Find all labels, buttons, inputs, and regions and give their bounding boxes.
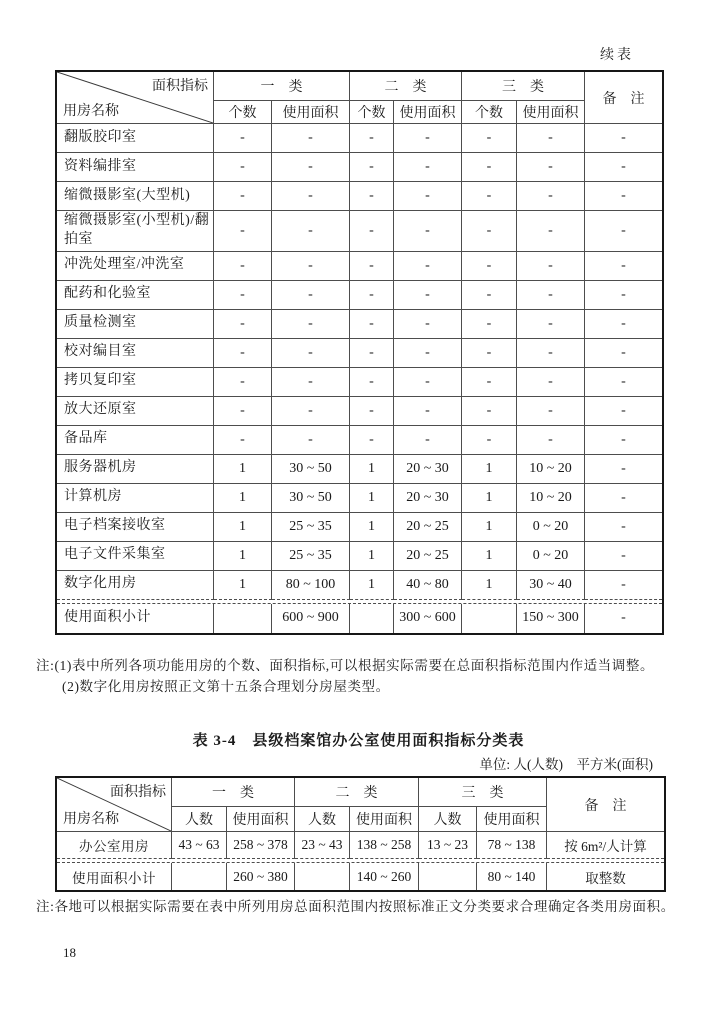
row-label: 备品库 [57,426,214,455]
table-cell: - [350,368,394,397]
table-cell: - [350,124,394,153]
table-cell: - [585,252,662,281]
table-cell: 1 [214,455,272,484]
table-cell: - [394,397,462,426]
row-label: 办公室用房 [57,832,172,859]
table1-notes [36,655,690,697]
table-cell: - [350,153,394,182]
row-label: 电子文件采集室 [57,542,214,571]
table-cell: 1 [462,571,517,600]
table-cell: 40 ~ 80 [394,571,462,600]
table-row [57,281,662,310]
header-room-name-label: 用房名称 [63,104,119,119]
table-cell: - [272,281,350,310]
table-row [57,182,662,211]
table-cell: - [517,426,585,455]
table-cell: 1 [214,571,272,600]
table-cell: - [214,153,272,182]
table-cell: - [272,397,350,426]
table-cell: - [272,310,350,339]
class-3-header: 三 类 [419,778,547,807]
table-cell: - [462,310,517,339]
row-label: 使用面积小计 [57,604,214,633]
diagonal-header-cell [57,72,214,124]
table-cell: 20 ~ 25 [394,542,462,571]
table-cell: 1 [350,484,394,513]
table-cell: - [394,281,462,310]
table-row [57,252,662,281]
table-cell: 0 ~ 20 [517,513,585,542]
table-cell: 300 ~ 600 [394,604,462,633]
table-cell: - [517,252,585,281]
table-row [57,484,662,513]
table-cell: 30 ~ 40 [517,571,585,600]
table-cell: - [394,426,462,455]
table-cell [462,604,517,633]
header-area-indicator-label: 面积指标 [110,785,166,800]
page-number: 18 [63,945,76,960]
subtotal-row [57,604,662,633]
row-label: 资料编排室 [57,153,214,182]
table-cell: - [394,310,462,339]
subtotal-row [57,863,664,890]
table-cell [295,863,350,890]
header-area-indicator-label: 面积指标 [152,79,208,94]
table-cell: - [394,211,462,252]
remark-header: 备 注 [585,72,662,124]
table-cell: - [585,182,662,211]
table-cell: - [585,455,662,484]
people-subheader: 人数 [419,807,477,832]
table-cell: 取整数 [585,870,626,886]
area-subheader: 使用面积 [350,807,419,832]
office-area-indicator-table [55,776,666,892]
table-cell: - [462,182,517,211]
row-label: 数字化用房 [57,571,214,600]
class-2-header: 二 类 [350,72,462,101]
table-cell: - [272,124,350,153]
class-1-header: 一 类 [214,72,350,101]
table-cell: - [214,211,272,252]
class-3-header: 三 类 [462,72,585,101]
table-row [57,310,662,339]
table-cell: - [214,339,272,368]
table-cell: - [272,182,350,211]
table-cell: 10 ~ 20 [517,484,585,513]
table-cell: 10 ~ 20 [517,455,585,484]
table-cell: - [585,368,662,397]
table-row [57,455,662,484]
table-cell: 1 [350,571,394,600]
table-cell [419,863,477,890]
table-cell: - [585,310,662,339]
table-cell: - [272,368,350,397]
table-cell: - [585,211,662,252]
table-cell: 80 ~ 100 [272,571,350,600]
table-cell: 1 [214,542,272,571]
table-cell: - [272,252,350,281]
table-row [57,426,662,455]
table-cell: - [214,310,272,339]
table-cell: - [621,610,626,626]
row-label: 缩微摄影室(小型机)/翻拍室 [57,211,214,252]
table-cell: - [214,281,272,310]
table-cell: - [517,281,585,310]
table-cell: 1 [462,455,517,484]
note-line: 注:(1)表中所列各项功能用房的个数、面积指标,可以根据实际需要在总面积指标范围内作适当调整。 [36,658,655,673]
continued-table-label: 续表 [600,48,634,63]
table-cell: - [350,211,394,252]
area-indicator-table-continued [55,70,664,635]
table-cell: - [394,153,462,182]
note-line: (2)数字化用房按照正文第十五条合理划分房屋类型。 [62,679,390,694]
table-cell: 1 [462,484,517,513]
table-cell: 30 ~ 50 [272,484,350,513]
table-cell: 25 ~ 35 [272,513,350,542]
table-cell: - [350,426,394,455]
table-cell: - [214,397,272,426]
row-label: 质量检测室 [57,310,214,339]
table-cell: 1 [350,455,394,484]
unit-label: 单位: 人(人数) 平方米(面积) [479,757,653,772]
table-cell: - [462,339,517,368]
table-cell: 13 ~ 23 [419,832,477,859]
table-cell: - [214,182,272,211]
table-cell: - [517,211,585,252]
table-cell: 20 ~ 30 [394,455,462,484]
table-cell: 80 ~ 140 [477,863,547,890]
table-cell: - [517,368,585,397]
table-cell: - [585,513,662,542]
area-subheader: 使用面积 [272,101,350,124]
table-cell: - [462,397,517,426]
table-cell: - [214,252,272,281]
area-subheader: 使用面积 [394,101,462,124]
row-label: 校对编目室 [57,339,214,368]
table-cell: 260 ~ 380 [227,863,295,890]
table-row [57,571,662,600]
remark-header: 备 注 [547,778,664,832]
table2-note: 注:各地可以根据实际需要在表中所列用房总面积范围内按照标准正文分类要求合理确定各类用房面积。 [36,899,675,914]
table-cell: - [517,124,585,153]
table-cell: 1 [214,484,272,513]
table-cell: 23 ~ 43 [295,832,350,859]
table-cell: 138 ~ 258 [350,832,419,859]
table-cell: - [585,153,662,182]
table-cell: - [585,339,662,368]
table-cell: - [462,281,517,310]
table-cell: 43 ~ 63 [172,832,227,859]
header-row-classes [57,778,664,807]
table-cell: - [585,542,662,571]
table-cell: - [272,211,350,252]
count-subheader: 个数 [350,101,394,124]
table-cell: - [350,252,394,281]
row-label: 放大还原室 [57,397,214,426]
table-cell: - [350,182,394,211]
table-row [57,368,662,397]
table-cell: 140 ~ 260 [350,863,419,890]
table-cell: - [585,571,662,600]
table-cell: - [394,124,462,153]
table-cell: - [517,153,585,182]
table-cell [214,604,272,633]
table-row [57,397,662,426]
table-cell: - [350,397,394,426]
header-room-name-label: 用房名称 [63,812,119,827]
table-cell: 1 [462,513,517,542]
table-cell: - [214,124,272,153]
table-cell: - [517,339,585,368]
table-cell: - [585,426,662,455]
table-cell [350,604,394,633]
row-label: 配药和化验室 [57,281,214,310]
people-subheader: 人数 [172,807,227,832]
table-cell: - [350,310,394,339]
table-cell: - [517,182,585,211]
table-cell: 150 ~ 300 [517,604,585,633]
table-cell: 按 6m²/人计算 [547,832,664,859]
row-label: 拷贝复印室 [57,368,214,397]
table-cell: - [394,368,462,397]
table-cell: - [272,426,350,455]
table-cell [172,863,227,890]
table-cell: - [462,368,517,397]
count-subheader: 个数 [462,101,517,124]
table-cell: 0 ~ 20 [517,542,585,571]
row-label: 计算机房 [57,484,214,513]
class-2-header: 二 类 [295,778,419,807]
area-subheader: 使用面积 [517,101,585,124]
table-cell: 1 [214,513,272,542]
table-cell: 25 ~ 35 [272,542,350,571]
area-subheader: 使用面积 [477,807,547,832]
table-cell: - [462,426,517,455]
table-row [57,339,662,368]
table-cell: - [585,484,662,513]
table-cell: - [585,281,662,310]
area-subheader: 使用面积 [227,807,295,832]
table-cell: 1 [350,542,394,571]
table-row [57,153,662,182]
table-row [57,211,662,252]
table-cell: 600 ~ 900 [272,604,350,633]
table-cell: - [350,281,394,310]
table-row [57,542,662,571]
table-cell: 1 [462,542,517,571]
table-cell: - [462,124,517,153]
table-cell: - [517,397,585,426]
row-label: 冲洗处理室/冲洗室 [57,252,214,281]
table-cell: - [214,426,272,455]
table-cell: - [585,397,662,426]
table-cell: - [214,368,272,397]
table-cell: - [272,153,350,182]
table-cell: - [585,124,662,153]
table-cell: 30 ~ 50 [272,455,350,484]
table-cell: - [350,339,394,368]
row-label: 电子档案接收室 [57,513,214,542]
table-cell: 20 ~ 25 [394,513,462,542]
diagonal-header-cell [57,778,172,832]
table-cell: - [394,339,462,368]
table-cell: - [394,182,462,211]
table-row [57,513,662,542]
table-cell: - [394,252,462,281]
row-label: 缩微摄影室(大型机) [57,182,214,211]
table-row [57,124,662,153]
row-label: 服务器机房 [57,455,214,484]
table-cell: 1 [350,513,394,542]
table-row [57,832,664,859]
table-body [57,832,664,890]
class-1-header: 一 类 [172,778,295,807]
table-cell: - [462,153,517,182]
table-cell: 78 ~ 138 [477,832,547,859]
table-cell: 20 ~ 30 [394,484,462,513]
table-cell: 258 ~ 378 [227,832,295,859]
table-body [57,124,662,633]
row-label: 使用面积小计 [57,863,172,890]
header-row-classes [57,72,662,101]
count-subheader: 个数 [214,101,272,124]
people-subheader: 人数 [295,807,350,832]
table-cell: - [462,211,517,252]
table2-title: 表 3-4 县级档案馆办公室使用面积指标分类表 [192,733,525,749]
row-label: 翻版胶印室 [57,124,214,153]
table-cell: - [517,310,585,339]
table-cell: - [272,339,350,368]
table-cell: - [462,252,517,281]
